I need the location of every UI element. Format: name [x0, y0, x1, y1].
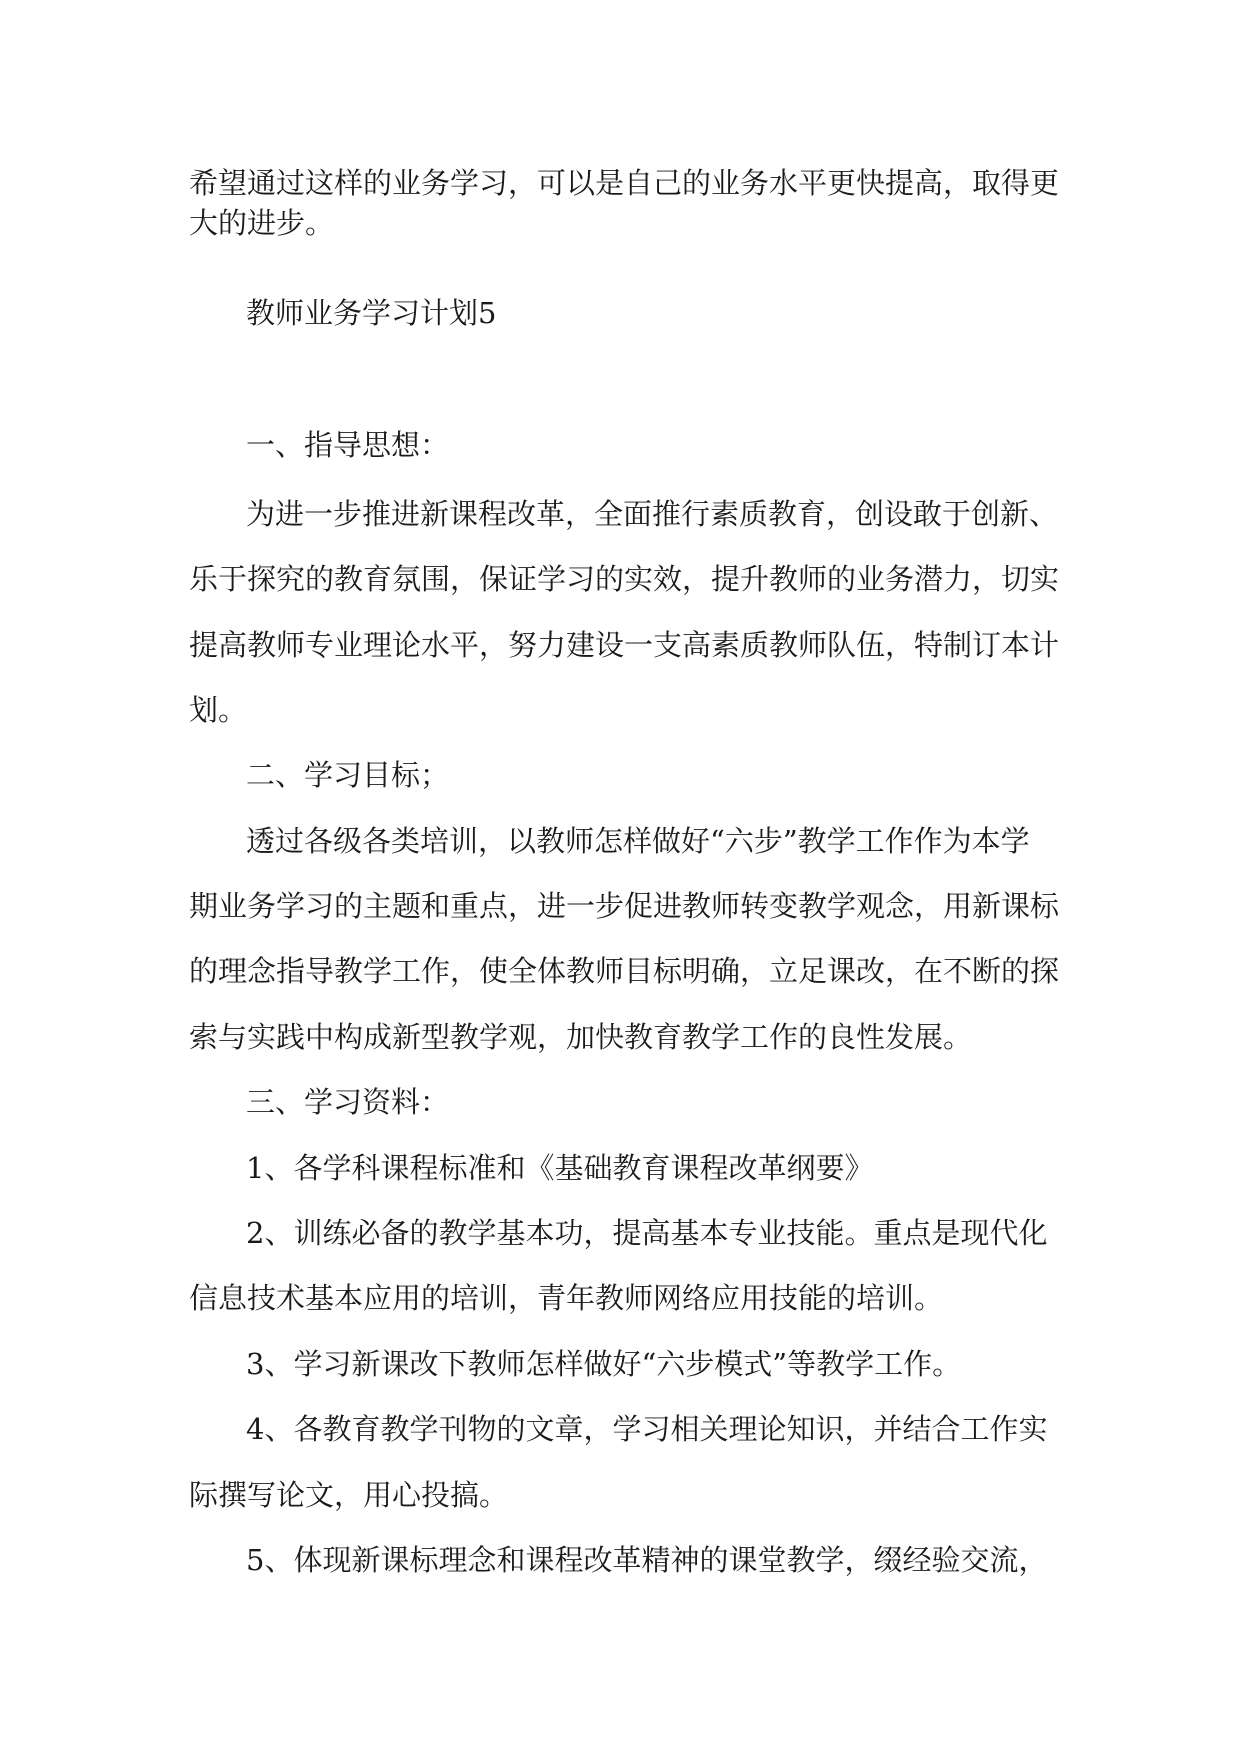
paragraph-line: 提高教师专业理论水平，努力建设一支高素质教师队伍，特制订本计 — [189, 628, 1060, 662]
paragraph-line: 乐于探究的教育氛围，保证学习的实效，提升教师的业务潜力，切实 — [189, 562, 1060, 596]
paragraph-line: 期业务学习的主题和重点，进一步促进教师转变教学观念，用新课标 — [189, 889, 1060, 923]
list-item: 2、训练必备的教学基本功，提高基本专业技能。重点是现代化 — [246, 1216, 1048, 1250]
paragraph-line: 索与实践中构成新型教学观，加快教育教学工作的良性发展。 — [189, 1020, 973, 1054]
heading-learning-goals: 二、学习目标； — [246, 758, 450, 792]
heading-guiding-ideology: 一、指导思想： — [246, 428, 450, 462]
paragraph-line: 的理念指导教学工作，使全体教师目标明确，立足课改，在不断的探 — [189, 954, 1060, 988]
list-item: 5、体现新课标理念和课程改革精神的课堂教学，缀经验交流， — [246, 1543, 1048, 1577]
list-item: 1、各学科课程标准和《基础教育课程改革纲要》 — [246, 1151, 874, 1185]
paragraph-line: 信息技术基本应用的培训，青年教师网络应用技能的培训。 — [189, 1281, 944, 1315]
list-item: 3、学习新课改下教师怎样做好“六步模式”等教学工作。 — [246, 1347, 962, 1381]
paragraph-line: 希望通过这样的业务学习，可以是自己的业务水平更快提高，取得更 — [189, 166, 1060, 200]
paragraph-line: 大的进步。 — [189, 206, 335, 240]
heading-learning-materials: 三、学习资料： — [246, 1085, 450, 1119]
section-title: 教师业务学习计划5 — [246, 296, 497, 330]
list-item: 4、各教育教学刊物的文章，学习相关理论知识，并结合工作实 — [246, 1412, 1048, 1446]
paragraph-line: 划。 — [189, 693, 248, 727]
paragraph-line: 际撰写论文，用心投搞。 — [189, 1478, 509, 1512]
paragraph-line: 透过各级各类培训，以教师怎样做好“六步”教学工作作为本学 — [246, 824, 1030, 858]
paragraph-line: 为进一步推进新课程改革，全面推行素质教育，创设敢于创新、 — [246, 497, 1059, 531]
